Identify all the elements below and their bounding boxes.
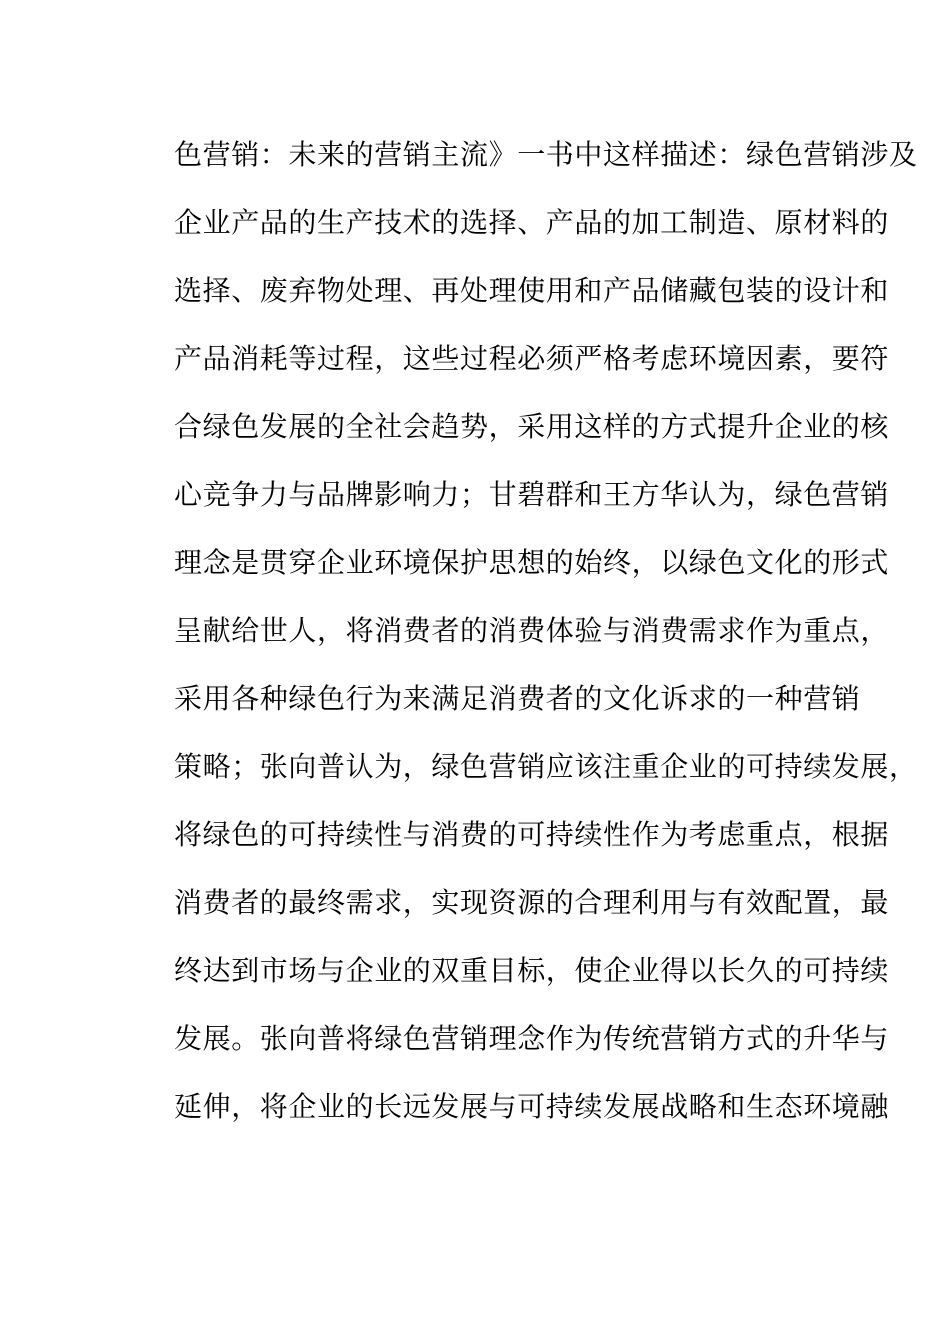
text-line: 产品消耗等过程，这些过程必须严格考虑环境因素，要符 (174, 342, 890, 375)
text-line: 将绿色的可持续性与消费的可持续性作为考虑重点，根据 (174, 818, 890, 851)
text-line: 采用各种绿色行为来满足消费者的文化诉求的一种营销 (174, 682, 861, 715)
text-line: 消费者的最终需求，实现资源的合理利用与有效配置，最 (174, 886, 890, 919)
text-line: 延伸，将企业的长远发展与可持续发展战略和生态环境融 (174, 1090, 890, 1123)
body-paragraph (174, 132, 918, 1152)
text-line: 合绿色发展的全社会趋势，采用这样的方式提升企业的核 (174, 410, 890, 443)
text-line: 终达到市场与企业的双重目标，使企业得以长久的可持续 (174, 954, 890, 987)
text-line: 企业产品的生产技术的选择、产品的加工制造、原材料的 (174, 206, 890, 239)
text-line: 心竞争力与品牌影响力；甘碧群和王方华认为，绿色营销 (174, 478, 890, 511)
text-line: 选择、废弃物处理、再处理使用和产品储藏包装的设计和 (174, 274, 890, 307)
text-line: 呈献给世人，将消费者的消费体验与消费需求作为重点， (174, 614, 890, 647)
text-line: 色营销：未来的营销主流》一书中这样描述：绿色营销涉及 (174, 138, 918, 171)
text-line: 策略；张向普认为，绿色营销应该注重企业的可持续发展， (174, 750, 918, 783)
text-line: 发展。张向普将绿色营销理念作为传统营销方式的升华与 (174, 1022, 890, 1055)
text-line: 理念是贯穿企业环境保护思想的始终，以绿色文化的形式 (174, 546, 890, 579)
